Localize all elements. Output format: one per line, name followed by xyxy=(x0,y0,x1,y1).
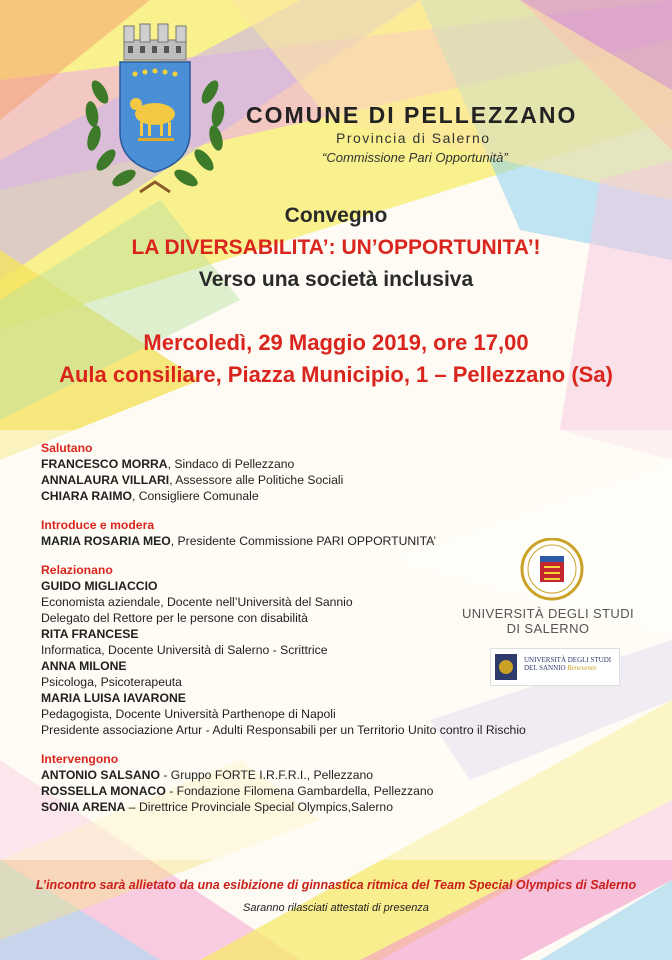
unisa-name-line2: DI SALERNO xyxy=(506,621,590,636)
unisa-name xyxy=(458,606,638,636)
province-label: Provincia di Salerno xyxy=(336,130,491,146)
person-name: ANNALAURA VILLARI xyxy=(41,473,170,487)
person-role: , Assessore alle Politiche Sociali xyxy=(169,473,344,487)
commission-label: “Commissione Pari Opportunità” xyxy=(322,150,508,165)
person-name: MARIA ROSARIA MEO xyxy=(41,534,171,548)
person-role: , Sindaco di Pellezzano xyxy=(167,457,295,471)
list-item xyxy=(41,799,601,815)
list-item xyxy=(41,472,601,488)
event-datetime: Mercoledì, 29 Maggio 2019, ore 17,00 xyxy=(143,330,529,355)
speaker-name: GUIDO MIGLIACCIO xyxy=(41,579,158,593)
section-relazionano: Relazionano xyxy=(41,563,113,577)
speaker-desc: Delegato del Rettore per le persone con disabilità xyxy=(41,611,308,625)
sannio-name xyxy=(524,656,616,672)
list-item xyxy=(41,767,601,783)
list-item xyxy=(41,456,601,472)
speaker-desc: Informatica, Docente Università di Salerno - Scrittrice xyxy=(41,643,328,657)
section-introduce: Introduce e modera xyxy=(41,518,155,532)
person-role: - Fondazione Filomena Gambardella, Pellezzano xyxy=(165,784,434,798)
person-name: ROSSELLA MONACO xyxy=(41,784,166,798)
speaker-name: ANNA MILONE xyxy=(41,659,127,673)
speaker-desc: Psicologa, Psicoterapeuta xyxy=(41,675,182,689)
person-name: SONIA ARENA xyxy=(41,800,126,814)
person-role: – Direttrice Provinciale Special Olympics,Salerno xyxy=(125,800,393,814)
event-theme: LA DIVERSABILITA’: UN’OPPORTUNITA’! xyxy=(131,236,541,259)
person-name: ANTONIO SALSANO xyxy=(41,768,160,782)
list-item xyxy=(41,488,601,504)
list-item xyxy=(41,783,601,799)
person-role: - Gruppo FORTE I.R.F.R.I., Pellezzano xyxy=(159,768,374,782)
speaker-desc: Presidente associazione Artur - Adulti Responsabili per un Territorio Unito contro il Rischio xyxy=(41,723,526,737)
person-name: FRANCESCO MORRA xyxy=(41,457,168,471)
event-subtitle: Verso una società inclusiva xyxy=(198,268,474,291)
speaker-name: MARIA LUISA IAVARONE xyxy=(41,691,186,705)
certificates-note: Saranno rilasciati attestati di presenza xyxy=(243,902,429,914)
comune-title: COMUNE DI PELLEZZANO xyxy=(246,102,578,128)
sannio-line2: DEL SANNIO Benevento xyxy=(524,664,597,672)
sannio-emblem-icon xyxy=(493,650,523,684)
unisa-name-line1: UNIVERSITÀ DEGLI STUDI xyxy=(461,606,635,621)
section-intervengono: Intervengono xyxy=(41,752,119,766)
speaker-name: RITA FRANCESE xyxy=(41,627,139,641)
speaker-desc: Pedagogista, Docente Università Parthenope di Napoli xyxy=(41,707,336,721)
speaker-desc: Economista aziendale, Docente nell’Università del Sannio xyxy=(41,595,353,609)
comune-crest-logo xyxy=(80,22,230,207)
shield-icon xyxy=(120,62,190,172)
person-role: , Consigliere Comunale xyxy=(131,489,259,503)
section-salutano: Salutano xyxy=(41,441,93,455)
person-name: CHIARA RAIMO xyxy=(41,489,132,503)
crown-icon xyxy=(124,24,186,60)
closing-note: L’incontro sarà allietato da una esibizione di ginnastica ritmica del Team Special Olympics di Salerno xyxy=(35,878,637,892)
person-role: , Presidente Commissione PARI OPPORTUNITA’ xyxy=(170,534,437,548)
event-location: Aula consiliare, Piazza Municipio, 1 – Pellezzano (Sa) xyxy=(59,362,613,387)
event-kind: Convegno xyxy=(284,204,388,227)
sannio-line1: UNIVERSITÀ DEGLI STUDI xyxy=(524,656,612,664)
